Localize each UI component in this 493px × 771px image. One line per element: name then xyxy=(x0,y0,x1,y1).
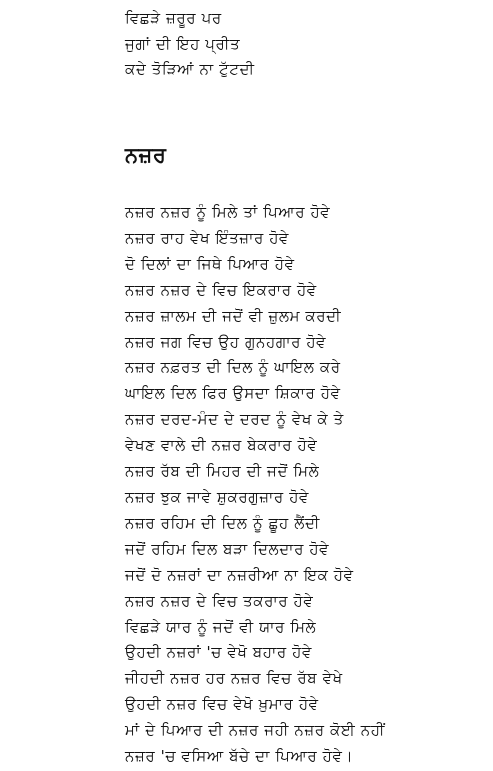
poem-line: ਨਜ਼ਰ ਰੱਬ ਦੀ ਮਿਹਰ ਦੀ ਜਦੋਂ ਮਿਲੇ xyxy=(125,462,320,481)
poem-line: ਘਾਇਲ ਦਿਲ ਫਿਰ ਉਸਦਾ ਸ਼ਿਕਾਰ ਹੋਵੇ xyxy=(125,384,341,403)
poem-line: ਨਜ਼ਰ 'ਚ ਵਸਿਆ ਬੱਚੇ ਦਾ ਪਿਆਰ ਹੋਵੇ। xyxy=(125,747,354,766)
poem-line: ਨਜ਼ਰ ਨਫ਼ਰਤ ਦੀ ਦਿਲ ਨੂੰ ਘਾਇਲ ਕਰੇ xyxy=(125,358,341,377)
poem-line: ਉਹਦੀ ਨਜ਼ਰਾਂ 'ਚ ਵੇਖੋ ਬਹਾਰ ਹੋਵੇ xyxy=(125,643,312,662)
poem-line: ਨਜ਼ਰ ਰਾਹ ਵੇਖ ਇੰਤਜ਼ਾਰ ਹੋਵੇ xyxy=(125,228,290,247)
poem-line: ਮਾਂ ਦੇ ਪਿਆਰ ਦੀ ਨਜ਼ਰ ਜਹੀ ਨਜ਼ਰ ਕੋਈ ਨਹੀਂ xyxy=(125,721,386,740)
poem-title: ਨਜ਼ਰ xyxy=(125,143,167,167)
poem-line: ਨਜ਼ਰ ਜਗ ਵਿਚ ਉਹ ਗੁਨਹਗਾਰ ਹੋਵੇ xyxy=(125,332,327,351)
poem-line: ਨਜ਼ਰ ਨਜ਼ਰ ਦੇ ਵਿਚ ਤਕਰਾਰ ਹੋਵੇ xyxy=(125,591,314,610)
intro-line: ਜੁਗਾਂ ਦੀ ਇਹ ਪ੍ਰੀਤ xyxy=(125,34,241,53)
poem-line: ਵਿਛੜੇ ਯਾਰ ਨੂੰ ਜਦੋਂ ਵੀ ਯਾਰ ਮਿਲੇ xyxy=(125,617,317,636)
poem-line: ਨਜ਼ਰ ਦਰਦ-ਮੰਦ ਦੇ ਦਰਦ ਨੂੰ ਵੇਖ ਕੇ ਤੇ xyxy=(125,410,344,429)
intro-line: ਕਦੇ ਤੋੜਿਆਂ ਨਾ ਟੁੱਟਦੀ xyxy=(125,60,255,78)
poem-line: ਜੀਹਦੀ ਨਜ਼ਰ ਹਰ ਨਜ਼ਰ ਵਿਚ ਰੱਬ ਵੇਖੇ xyxy=(125,669,343,688)
intro-line: ਵਿਛੜੇ ਜ਼ਰੂਰ ਪਰ xyxy=(125,9,222,27)
poem-line: ਨਜ਼ਰ ਰਹਿਮ ਦੀ ਦਿਲ ਨੂੰ ਛੂਹ ਲੈਂਦੀ xyxy=(125,513,321,532)
poem-line: ਨਜ਼ਰ ਜ਼ਾਲਮ ਦੀ ਜਦੋਂ ਵੀ ਜ਼ੁਲਮ ਕਰਦੀ xyxy=(125,306,342,325)
intro-stanza xyxy=(125,6,485,83)
poem-line: ਦੋ ਦਿਲਾਂ ਦਾ ਜਿਥੇ ਪਿਆਰ ਹੋਵੇ xyxy=(125,254,295,273)
poem-line: ਜਦੋਂ ਦੋ ਨਜ਼ਰਾਂ ਦਾ ਨਜ਼ਰੀਆ ਨਾ ਇਕ ਹੋਵੇ xyxy=(125,565,354,584)
poem-line: ਨਜ਼ਰ ਨਜ਼ਰ ਨੂੰ ਮਿਲੇ ਤਾਂ ਪਿਆਰ ਹੋਵੇ xyxy=(125,203,331,221)
poem-line: ਨਜ਼ਰ ਝੁਕ ਜਾਵੇ ਸ਼ੁਕਰਗੁਜ਼ਾਰ ਹੋਵੇ xyxy=(125,487,309,506)
poem-line: ਜਦੋਂ ਰਹਿਮ ਦਿਲ ਬੜਾ ਦਿਲਦਾਰ ਹੋਵੇ xyxy=(125,539,330,558)
poem-line: ਨਜ਼ਰ ਨਜ਼ਰ ਦੇ ਵਿਚ ਇਕਰਾਰ ਹੋਵੇ xyxy=(125,280,317,299)
poem-line: ਉਹਦੀ ਨਜ਼ਰ ਵਿਚ ਵੇਖੋ ਖ਼ੁਮਾਰ ਹੋਵੇ xyxy=(125,695,319,714)
poem-line: ਵੇਖਣ ਵਾਲੇ ਦੀ ਨਜ਼ਰ ਬੇਕਰਾਰ ਹੋਵੇ xyxy=(125,436,318,455)
poem-body xyxy=(125,200,485,770)
